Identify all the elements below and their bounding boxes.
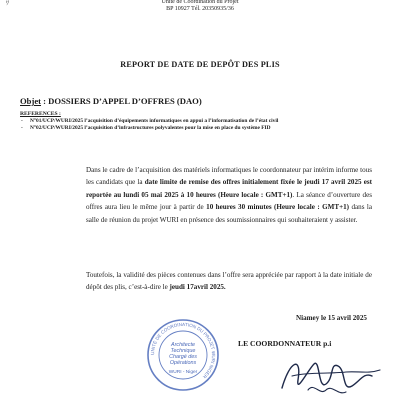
header-unit-line: Unité de Coordination du Projet	[161, 0, 239, 5]
official-stamp	[146, 318, 220, 392]
p1-text-a: Dans le cadre de l’acquisition des matériels informatiques le coordonnateur par intérim informe tous les candidats que la	[86, 166, 372, 187]
reference-bullet: -	[21, 124, 23, 131]
handwritten-signature	[268, 350, 388, 400]
p1-deadline-bold: date limite de remise des offres initialement fixée le jeudi 17 avril 2025 est reportée au lundi 05 mai 2025 à 10 heures (Heure locale : GMT+1)	[86, 178, 373, 199]
document-title: REPORT DE DATE DE DEPÔT DES PLIS	[120, 60, 280, 69]
body-paragraph-1	[86, 164, 372, 226]
reference-item	[20, 118, 290, 125]
stamp-line-4: Opérations	[169, 360, 197, 366]
stamp-ring-text: UNITÉ DE COORDINATION DU PROJET WURI NIGER	[149, 321, 217, 380]
stamp-bottom-text: WURI - Niger	[168, 370, 198, 375]
reference-text: N°01/UCP/WURI/2025 l’acquisition d’équipements informatiques en appui a l’informatisation de l’état civil	[30, 118, 279, 124]
p1-opening-time-bold: 10 heures 30 minutes (Heure locale : GMT+1)	[206, 203, 350, 212]
objet-line	[20, 96, 202, 106]
header-address-line: BP 10927 Tél. 20350935/36	[166, 6, 234, 12]
place-date-line: Niamey le 15 avril 2025	[296, 314, 367, 322]
body-paragraph-2	[86, 269, 372, 294]
stamp-line-3: Chargé des	[169, 354, 197, 360]
reference-bullet: -	[21, 118, 23, 124]
p1-text-c: . La séance d’ouverture des offres aura lieu le même jour à partir de	[86, 190, 372, 212]
stamp-line-2: Technique	[170, 348, 196, 354]
reference-text: N°02/UCP/WURI/2025 l’acquisition d’infrastructures polyvalentes pour la mise en place du système FID	[30, 124, 271, 131]
p1-text-e: dans la salle de réunion du projet WURI en présence des soumissionnaires qui souhaiteraient y assister.	[86, 203, 372, 224]
logo-fragment: ﾜ	[6, 1, 10, 7]
objet-text: : DOSSIERS D’APPEL D’OFFRES (DAO)	[43, 96, 202, 106]
signatory-title: LE COORDONNATEUR p.i	[238, 339, 332, 348]
objet-label: Objet	[20, 96, 42, 106]
p2-text-a: Toutefois, la validité des pièces contenues dans l’offre sera appréciée par rapport à la date initiale de dépôt des plis, c’est-à-dire le	[86, 271, 372, 292]
stamp-line-1: Architecte	[171, 342, 195, 348]
p2-date-bold: jeudi 17avril 2025.	[169, 283, 226, 292]
references-list	[20, 118, 290, 131]
references-heading: REFERENCES :	[20, 111, 61, 117]
reference-item	[20, 125, 290, 132]
